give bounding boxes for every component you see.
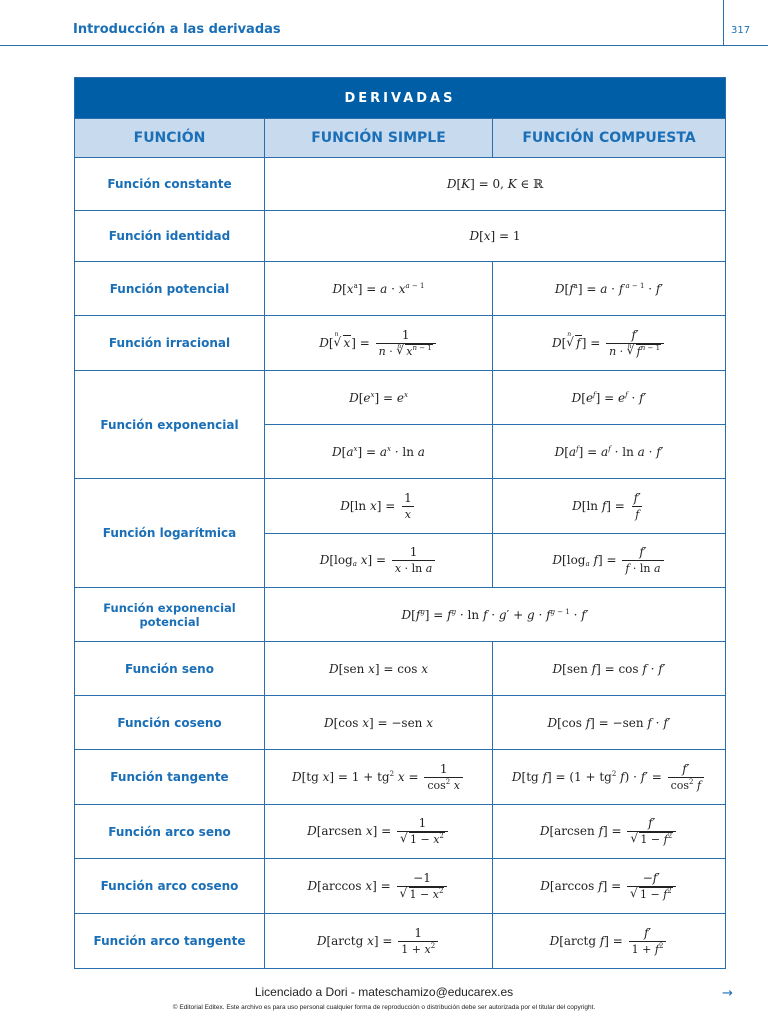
row-label: Función arco tangente [75,914,265,969]
table-row [75,479,726,534]
table-row [75,805,726,859]
formula-cos-simple: D[cos x] = −sen x [265,696,493,750]
formula-exp-e-simple: $D[e^x] = e^x$ [265,371,493,425]
row-label: Función seno [75,642,265,696]
header-rule [0,45,768,46]
license-text: Licenciado a Dori - mateschamizo@educarex.es [254,985,514,999]
section-title: Introducción a las derivadas [73,22,281,37]
page-number: 317 [731,25,751,36]
table-row [75,642,726,696]
formula-ln-compound: D[ln f] = $\frac{f'}{f}$ [493,479,726,534]
formula-exp-a-compound: $D[a^f] = a^f \cdot \ln a \cdot f'$ [493,425,726,479]
formula-power-simple: $D[x^a] = a \cdot x^{a - 1}$ [265,262,493,316]
table-row [75,211,726,262]
formula-ln-simple: D[ln x] = $\frac{1}{x}$ [265,479,493,534]
formula-sin-simple: D[sen x] = cos x [265,642,493,696]
row-label: Función exponencial [75,371,265,479]
arrow-right-icon[interactable]: → [722,986,733,1001]
formula-arctan-compound: D[arctg f] = $\frac{f'}{1 + f^2}$ [493,914,726,969]
column-header-function: FUNCIÓN [75,119,265,158]
column-header-compound: FUNCIÓN COMPUESTA [493,119,726,158]
row-label: Función constante [75,158,265,211]
row-label: Función coseno [75,696,265,750]
formula-arcsin-compound: D[arcsen f] = f′ √ $1 - f^2$ [493,805,726,859]
table-row [75,859,726,914]
formula-exp-power: $D[f^g] = f^g \cdot \ln f \cdot g' + g \cdot f^{g - 1} \cdot f'$ [265,588,726,642]
table-title: DERIVADAS [75,78,726,119]
formula-constant: D[K] = 0, K ∈ ℝ [265,158,726,211]
table-row [75,371,726,425]
table-row [75,588,726,642]
table-row [75,158,726,211]
derivatives-table [74,77,726,969]
table-row [75,262,726,316]
row-label: Función arco coseno [75,859,265,914]
table-row [75,316,726,371]
column-header-simple: FUNCIÓN SIMPLE [265,119,493,158]
header-separator [723,0,724,46]
formula-irrational-compound: D[ √ n f] = f′ n · √ n $f^{n - 1}$ [493,316,726,371]
formula-tan-compound: D[tg $f] = (1 + tg^2$ f) · f′ = $\frac{f'}{\cos^2 f}$ [493,750,726,805]
formula-tan-simple: D[tg $x] = 1 + tg^2$ x = $\frac{1}{\cos^2 x}$ [265,750,493,805]
copyright-text: © Editorial Editex. Este archivo es para uso personal cualquier forma de reproducción o distribución debe ser autorizada por el titular del copyright. [172,1004,596,1011]
row-label: Función irracional [75,316,265,371]
formula-cos-compound: D[cos f] = −sen f · f′ [493,696,726,750]
formula-arccos-simple: D[arccos x] = −1 √ $1 - x^2$ [265,859,493,914]
formula-log-simple: $D[\log_a$ x] = $\frac{1}{\text{x · ln a}}$ [265,534,493,588]
formula-identity: D[x] = 1 [265,211,726,262]
formula-power-compound: $D[f^a] = a \cdot f$ $^{a - 1}$ · f′ [493,262,726,316]
row-label: Función exponencial potencial [75,588,265,642]
row-label: Función tangente [75,750,265,805]
table-row [75,914,726,969]
formula-log-compound: $D[\log_a$ f] = $\frac{f'}{\text{f · ln a}}$ [493,534,726,588]
row-label: Función identidad [75,211,265,262]
formula-exp-a-simple: $D[a^x] = a^x \cdot \ln a$ [265,425,493,479]
formula-arccos-compound: D[arccos f] = −f′ √ $1 - f^2$ [493,859,726,914]
formula-arcsin-simple: D[arcsen x] = 1 √ $1 - x^2$ [265,805,493,859]
row-label: Función arco seno [75,805,265,859]
formula-arctan-simple: D[arctg x] = $\frac{1}{1 + x^2}$ [265,914,493,969]
formula-exp-e-compound: $D[e^f] = e^f \cdot f'$ [493,371,726,425]
row-label: Función potencial [75,262,265,316]
table-row [75,750,726,805]
table-row [75,696,726,750]
formula-irrational-simple: D[ √ n x] = 1 n · √ n $x^{n - 1}$ [265,316,493,371]
formula-sin-compound: D[sen f] = cos f · f′ [493,642,726,696]
row-label: Función logarítmica [75,479,265,588]
